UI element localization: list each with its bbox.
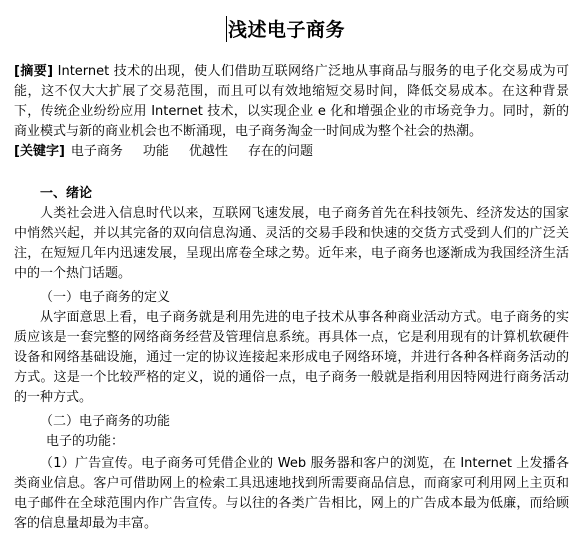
abstract-text: Internet 技术的出现，使人们借助互联网络广泛地从事商品与服务的电子化交易成为可能，这不仅大大扩展了交易范围，而且可以有效地缩短交易时间，降低交易成本。在这种背景下，传统企业纷纷应用 Internet 技术，以实现企业 e 化和增强企业的市场竞争力。同时，新的商业模式与新的商业机会也不断涌现，电子商务淘金一时间成为整个社会的热潮。: [14, 64, 569, 139]
abstract-paragraph: [14, 62, 569, 142]
keywords-label: [关键字]: [14, 144, 65, 159]
text-cursor: [226, 16, 227, 42]
definition-paragraph: 从字面意思上看，电子商务就是利用先进的电子技术从事各种商业活动方式。电子商务的实质应该是一套完整的网络商务经营及管理信息系统。再具体一点，它是利用现有的计算机软硬件设备和网络基础设施，通过一定的协议连接起来形成电子网络环境，并进行各种各样商务活动的方式。这是一个比较严格的定义，说的通俗一点，电子商务一般就是指利用因特网进行商务活动的一种方式。: [14, 310, 569, 405]
intro-paragraph: 人类社会进入信息时代以来，互联网飞速发展，电子商务首先在科技领先、经济发达的国家中悄然兴起，并以其完备的双向信息沟通、灵活的交易手段和快速的交货方式受到人们的广泛关注，在短短几年内迅速发展，呈现出席卷全球之势。近年来，电子商务也逐渐成为我国经济生活中的一个热门话题。: [14, 206, 569, 281]
section-heading-intro: 一、绪论: [40, 186, 93, 201]
document-title: 浅述电子商务: [228, 19, 346, 41]
keyword-item: 存在的问题: [247, 144, 313, 159]
keywords-line: [14, 142, 333, 162]
subsection-heading-functions: （二）电子商务的功能: [40, 414, 171, 429]
keyword-item: 优越性: [188, 144, 228, 159]
keyword-item: 电子商务: [70, 144, 123, 159]
function-item-advertising: （1）广告宣传。电子商务可凭借企业的 Web 服务器和客户的浏览，在 Internet 上发播各类商业信息。客户可借助网上的检索工具迅速地找到所需要商品信息，而商家可利用网上主页和电子邮件在全球范围内作广告宣传。与以往的各类广告相比，网上的广告成本最为低廉，而给顾客的信息量却最为丰富。: [14, 456, 569, 531]
subsection-heading-definition: （一）电子商务的定义: [40, 290, 171, 305]
abstract-label: [摘要]: [14, 64, 54, 79]
keyword-item: 功能: [142, 144, 169, 159]
functions-intro: 电子的功能：: [46, 434, 125, 449]
